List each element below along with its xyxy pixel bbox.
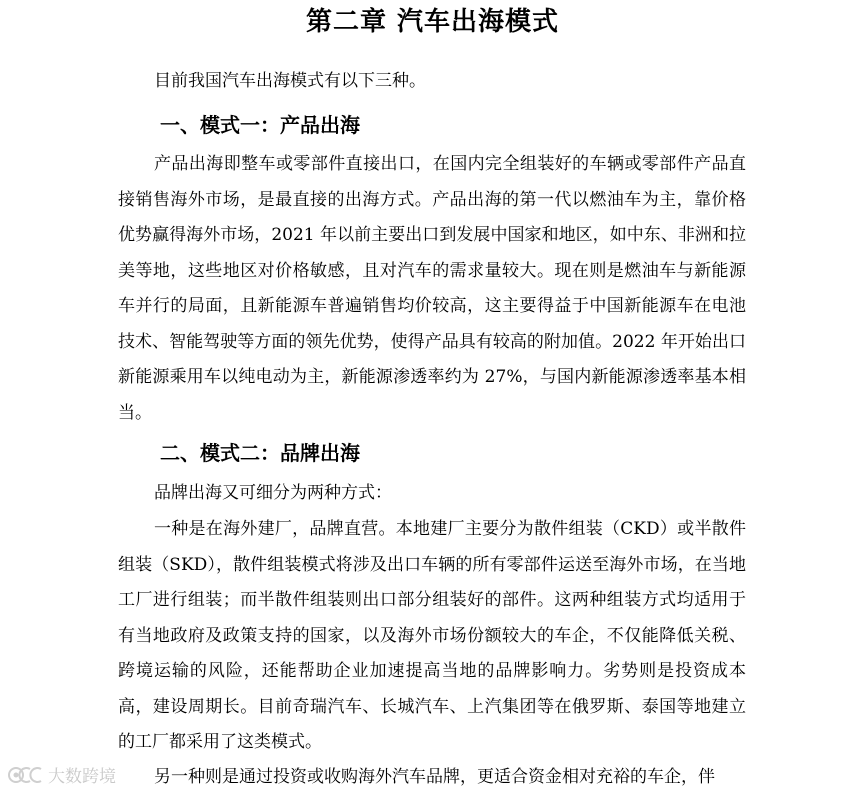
watermark-logo-icon	[8, 764, 44, 786]
chapter-title: 第二章 汽车出海模式	[305, 7, 560, 37]
section1-paragraph: 产品出海即整车或零部件直接出口，在国内完全组装好的车辆或零部件产品直接销售海外市场，是最直接的出海方式。产品出海的第一代以燃油车为主，靠价格优势赢得海外市场，2021 年以前主要出口到发展中国家和地区，如中东、非洲和拉美等地，这些地区对价格敏感，且对汽车的需求量较大。现在则是燃油车与新能源车并行的局面，且新能源车普遍销售均价较高，这主要得益于中国新能源车在电池技术、智能驾驶等方面的领先优势，使得产品具有较高的附加值。2022 年开始出口新能源乘用车以纯电动为主，新能源渗透率约为 27%，与国内新能源渗透率基本相当。	[118, 154, 746, 423]
watermark-text: 大数跨境	[48, 767, 116, 787]
section2-paragraph-1: 一种是在海外建厂，品牌直营。本地建厂主要分为散件组装（CKD）或半散件组装（SKD），散件组装模式将涉及出口车辆的所有零部件运送至海外市场，在当地工厂进行组装；而半散件组装则出口部分组装好的部件。这两种组装方式均适用于有当地政府及政策支持的国家，以及海外市场份额较大的车企，不仅能降低关税、跨境运输的风险，还能帮助企业加速提高当地的品牌影响力。劣势则是投资成本高，建设周期长。目前奇瑞汽车、长城汽车、上汽集团等在俄罗斯、泰国等地建立的工厂都采用了这类模式。	[118, 519, 746, 752]
section1-heading: 一、模式一：产品出海	[160, 113, 360, 137]
section2-sub-intro: 品牌出海又可细分为两种方式：	[154, 483, 392, 503]
section2-paragraph-2: 另一种则是通过投资或收购海外汽车品牌，更适合资金相对充裕的车企，伴	[154, 767, 715, 787]
watermark	[8, 762, 116, 787]
intro-text: 目前我国汽车出海模式有以下三种。	[154, 71, 426, 91]
section2-heading: 二、模式二：品牌出海	[160, 441, 360, 465]
